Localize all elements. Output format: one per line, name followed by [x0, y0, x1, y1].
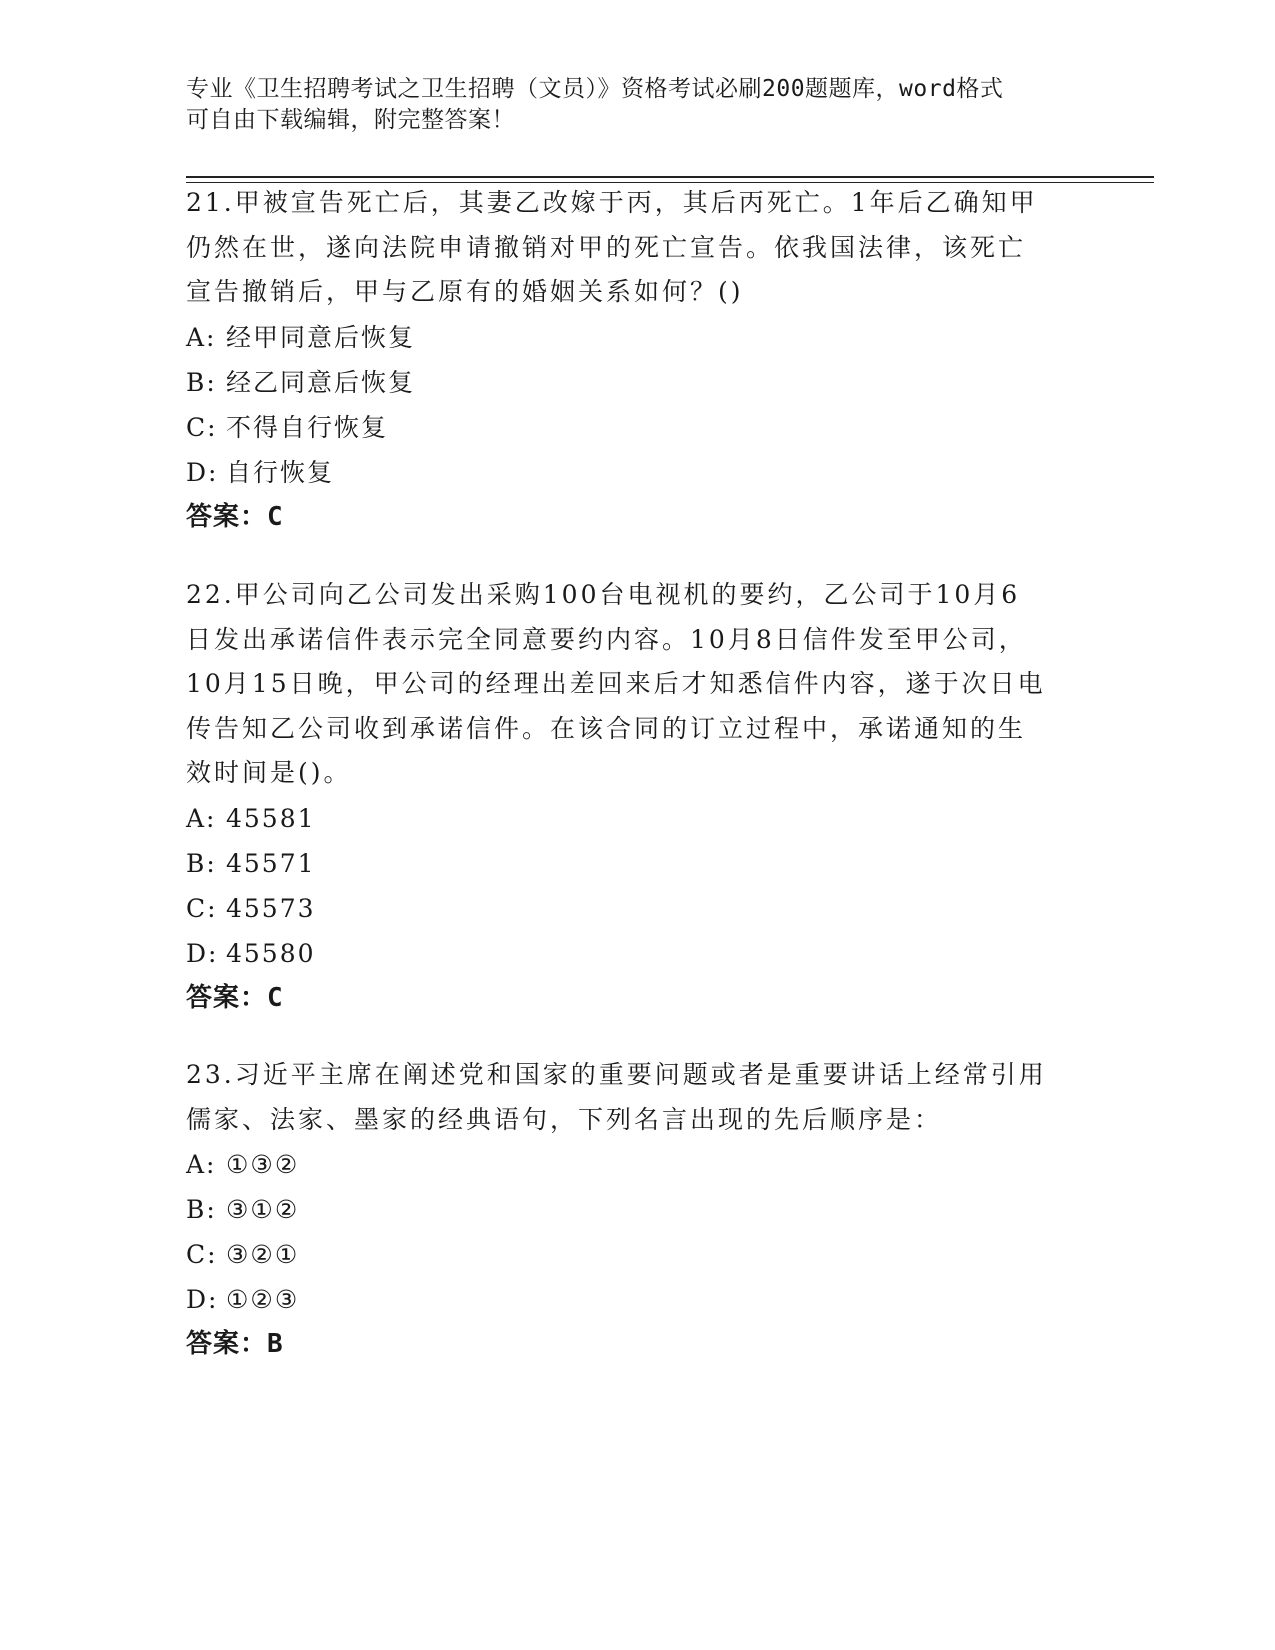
option-d	[186, 450, 1086, 495]
option-key: B:	[186, 848, 217, 878]
option-text: ③②①	[226, 1240, 300, 1269]
stem-line: 传告知乙公司收到承诺信件。在该合同的订立过程中，承诺通知的生	[186, 713, 1027, 743]
option-text: 经甲同意后恢复	[226, 322, 416, 352]
option-a	[186, 796, 1086, 841]
option-b	[186, 841, 1086, 886]
option-text: 45571	[226, 848, 316, 878]
option-key: B:	[186, 1195, 217, 1224]
question-21	[186, 181, 1086, 540]
header-line-1: 专业《卫生招聘考试之卫生招聘（文员）》资格考试必刷200题题库，word格式	[186, 76, 1004, 102]
option-key: C:	[186, 412, 218, 442]
stem-line: 21.甲被宣告死亡后，其妻乙改嫁于丙，其后丙死亡。1年后乙确知甲	[186, 188, 1038, 217]
option-key: C:	[186, 893, 218, 923]
stem-line: 仍然在世，遂向法院申请撤销对甲的死亡宣告。依我国法律，该死亡	[186, 232, 1027, 262]
document-header	[186, 74, 1066, 136]
option-b	[186, 1187, 1086, 1232]
header-line-2: 可自由下载编辑，附完整答案！	[186, 107, 515, 133]
option-text: ①③②	[226, 1150, 300, 1179]
option-b	[186, 360, 1086, 405]
option-c	[186, 886, 1086, 931]
option-a	[186, 315, 1086, 360]
question-stem	[186, 181, 1086, 315]
stem-line: 10月15日晚，甲公司的经理出差回来后才知悉信件内容，遂于次日电	[186, 669, 1046, 698]
stem-line: 宣告撤销后，甲与乙原有的婚姻关系如何？()	[186, 277, 744, 306]
option-text: 自行恢复	[226, 457, 335, 487]
option-key: A:	[186, 322, 217, 352]
option-key: C:	[186, 1240, 218, 1269]
answer-line: 答案：C	[186, 982, 284, 1013]
stem-line: 效时间是()。	[186, 758, 352, 787]
option-key: B:	[186, 367, 217, 397]
stem-line: 23.习近平主席在阐述党和国家的重要问题或者是重要讲话上经常引用	[186, 1060, 1047, 1089]
answer-line: 答案：B	[186, 1329, 284, 1359]
stem-line: 日发出承诺信件表示完全同意要约内容。10月8日信件发至甲公司，	[186, 624, 1027, 654]
option-d	[186, 931, 1086, 976]
option-c	[186, 405, 1086, 450]
option-key: D:	[186, 938, 219, 968]
option-key: A:	[186, 1150, 217, 1179]
option-text: 45580	[226, 938, 316, 968]
option-c	[186, 1232, 1086, 1277]
question-stem	[186, 573, 1086, 796]
header-divider-thick	[186, 176, 1154, 178]
option-a	[186, 1142, 1086, 1187]
option-text: 45573	[226, 893, 316, 923]
question-stem	[186, 1053, 1086, 1142]
option-text: 经乙同意后恢复	[226, 367, 416, 397]
option-text: ③①②	[226, 1195, 300, 1224]
question-22	[186, 573, 1086, 1021]
option-key: D:	[186, 457, 219, 487]
stem-line: 22.甲公司向乙公司发出采购100台电视机的要约，乙公司于10月6	[186, 580, 1021, 609]
option-text: 不得自行恢复	[226, 412, 389, 442]
option-key: A:	[186, 803, 217, 833]
question-23	[186, 1053, 1086, 1367]
option-text: 45581	[226, 803, 316, 833]
option-key: D:	[186, 1285, 219, 1314]
stem-line: 儒家、法家、墨家的经典语句，下列名言出现的先后顺序是：	[186, 1104, 943, 1134]
answer-line: 答案：C	[186, 501, 284, 532]
option-text: ①②③	[226, 1285, 300, 1314]
option-d	[186, 1277, 1086, 1322]
